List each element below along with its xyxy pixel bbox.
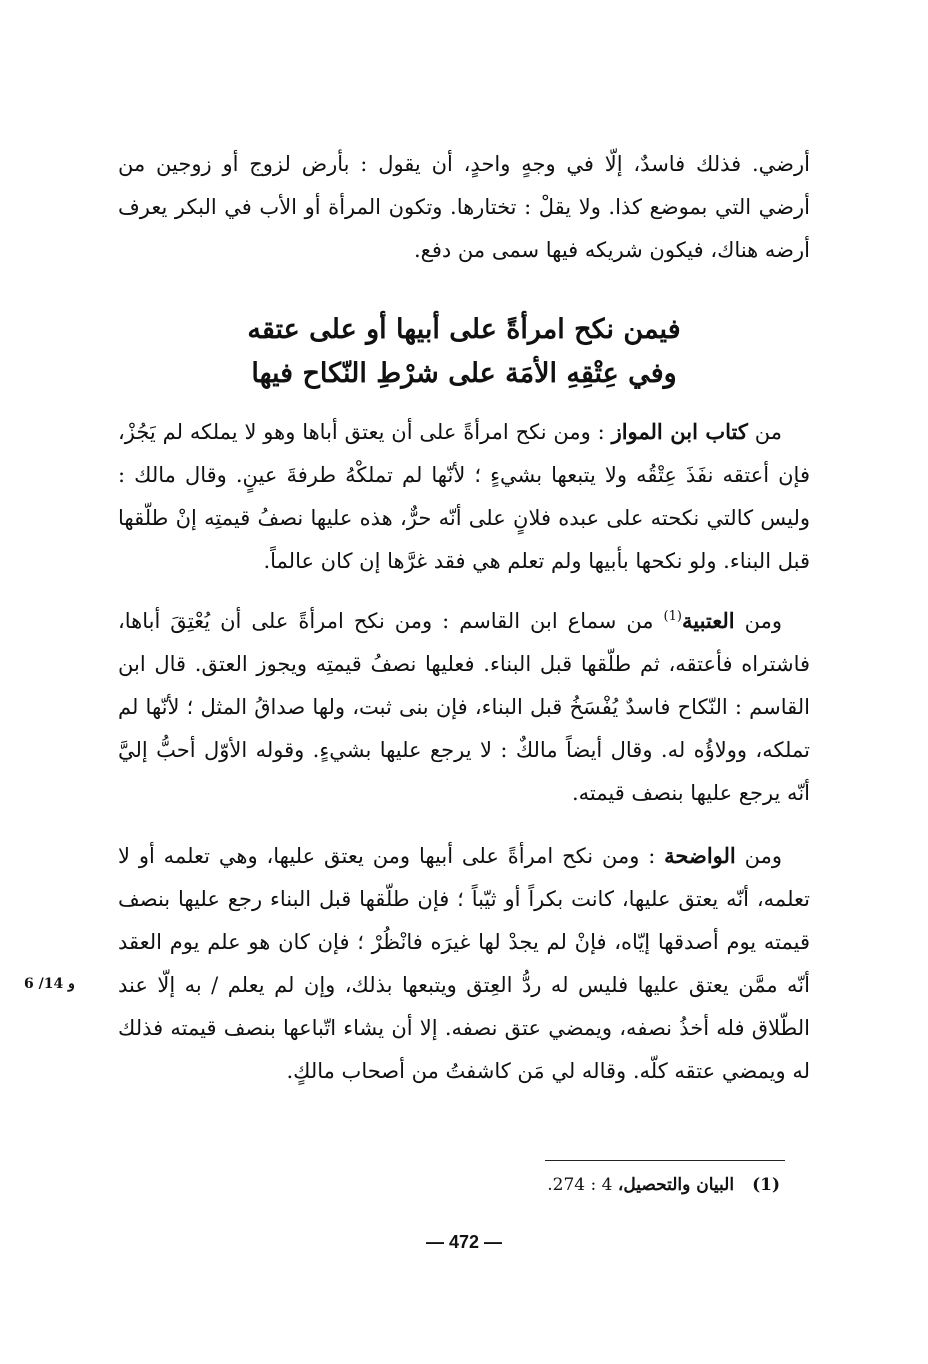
footnote-source: البيان والتحصيل،	[617, 1175, 735, 1195]
paragraph-lead-prefix: ومن	[734, 609, 782, 633]
source-title: العتبية	[681, 608, 735, 633]
source-title: الواضحة	[664, 843, 736, 868]
paragraph-al-wadiha	[118, 834, 810, 1093]
footnote	[420, 1168, 780, 1202]
page-number: — 472 —	[425, 1232, 503, 1252]
paragraph-continuation: أرضي. فذلك فاسدٌ، إلّا في وجهٍ واحدٍ، أن يقول : بأرض لزوج أو زوجين من أرضي التي بموضع كذا. ولا يقلْ : تختارها. وتكون المرأة أو الأب في البكر يعرف أرضه هناك، فيكون شريكه فيها سمى من دفع.	[118, 152, 810, 262]
footnote-number: (1)	[752, 1175, 780, 1195]
paragraph-text: : ومن نكح امرأةً على أن يعتق أباها وهو لا يملكه لم يَجُزْ، فإن أعتقه نفَذَ عِتْقُه ولا يتبعها بشيءٍ ؛ لأنّها لم تملكْهُ طرفةَ عينٍ. وقال مالك : وليس كالتي نكحته على عبده فلانٍ على أنّه حرٌّ، هذه عليها نصفُ قيمتِه إنْ طلّقها قبل البناء. ولو نكحها بأبيها ولم تعلم هي فقد غرَّها إن كان عالماً.	[118, 420, 810, 573]
footnote-divider	[545, 1160, 785, 1161]
manuscript-folio-note: 6 /14 و	[24, 976, 75, 992]
footnote-reference[interactable]: (1)	[663, 609, 682, 624]
footnote-location: 4 : 274.	[547, 1175, 613, 1195]
paragraph-lead-prefix: ومن	[735, 844, 782, 868]
paragraph-al-utbiyya	[118, 599, 810, 815]
paragraph-text: من سماع ابن القاسم : ومن نكح امرأةً على أن يُعْتِقَ أباها، فاشتراه فأعتقه، ثم طلّقها قبل البناء. فعليها نصفُ قيمتِه ويجوز العتق. قال ابن القاسم : النّكاح فاسدٌ يُفْسَخُ قبل البناء، فإن بنى ثبت، ولها صداقُ المثل ؛ لأنّها لم تملكه، وولاؤُه له. وقال أيضاً مالكٌ : لا يرجع عليها بشيءٍ. وقوله الأوّل أحبُّ إليَّ أنّه يرجع عليها بنصف قيمته.	[118, 609, 810, 805]
source-title: كتاب ابن المواز	[611, 419, 748, 444]
heading-line-1: فيمن نكح امرأةً على أبيها أو على عتقه	[247, 314, 681, 345]
heading-line-2: وفي عِتْقِهِ الأمَة على شرْطِ النّكاح فيها	[251, 358, 677, 389]
paragraph-ibn-al-mawwaz	[118, 410, 810, 583]
section-heading	[180, 308, 748, 396]
paragraph-lead-prefix: من	[747, 420, 782, 444]
paragraph-text: : ومن نكح امرأةً على أبيها ومن يعتق عليها، وهي تعلمه أو لا تعلمه، أنّه يعتق عليها، كانت بكراً أو ثيّباً ؛ فإن طلّقها قبل البناء رجع عليها بنصف قيمته يوم أصدقها إيّاه، فإنْ لم يجدْ لها غيرَه فانْظُرْ ؛ فإن كان هو علم يوم العقد أنّه ممَّن يعتق عليها فليس له ردُّ العِتق ويتبعها بذلك، وإن لم يعلم / به إلّا عند الطّلاق فله أخذُ نصفه، ويمضي عتق نصفه. إلا أن يشاء اتّباعها بنصف قيمته فذلك له ويمضي عتقه كلّه. وقاله لي مَن كاشفتُ من أصحاب مالكٍ.	[118, 844, 810, 1083]
